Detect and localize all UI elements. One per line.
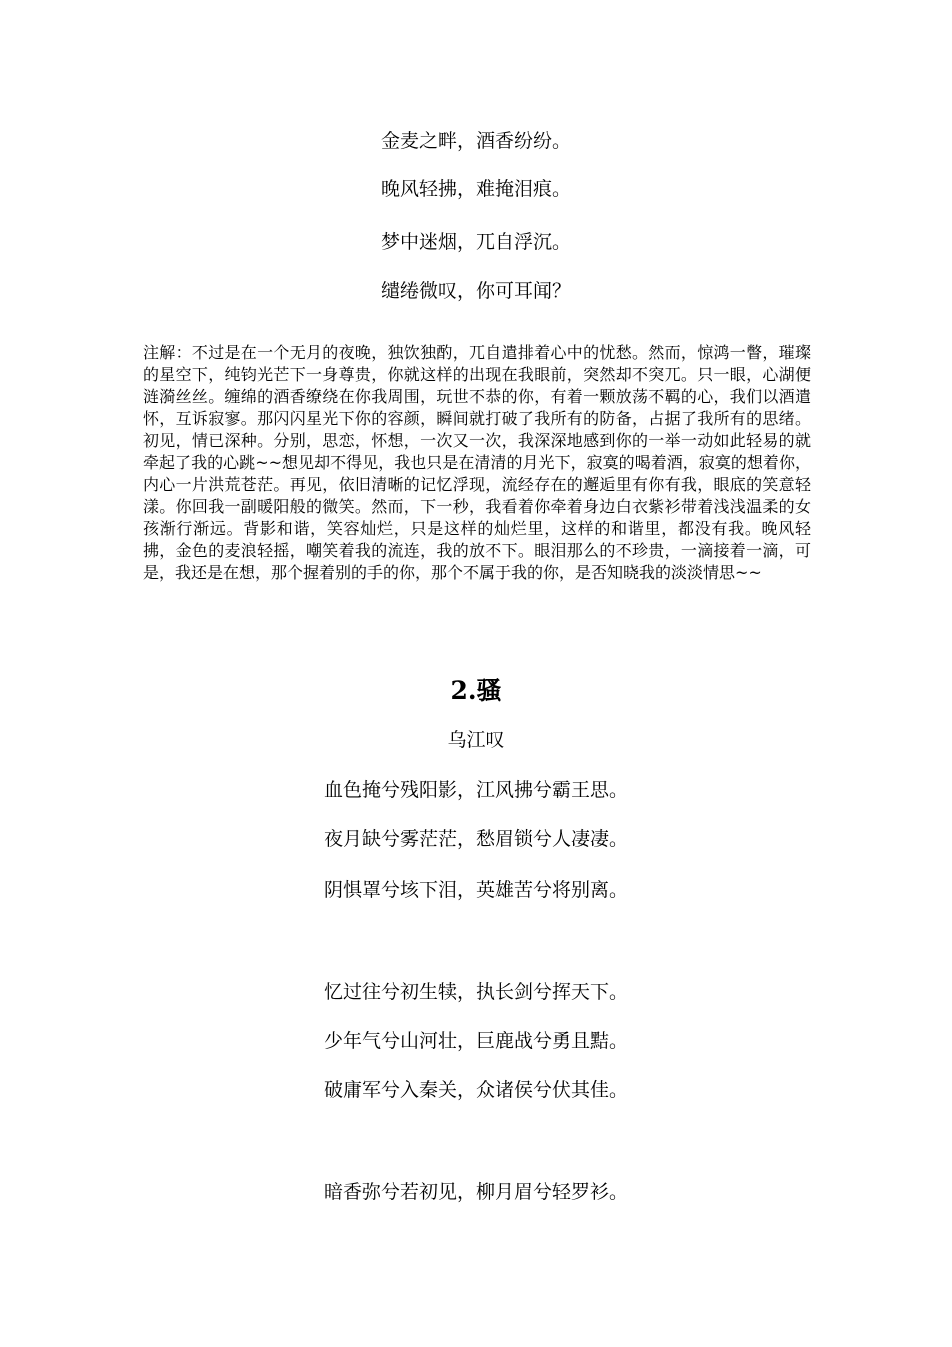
- poem-line: 暗香弥兮若初见，柳月眉兮轻罗衫。: [323, 1181, 628, 1203]
- poem-annotation: 注解：不过是在一个无月的夜晚，独饮独酌，兀自遣排着心中的忧愁。然而，惊鸿一瞥，璀璨的星空下，纯钧光芒下一身尊贵，你就这样的出现在我眼前，突然却不突兀。只一眼，心湖便涟漪丝丝。缠绵的酒香缭绕在你我周围，玩世不恭的你，有着一颗放荡不羁的心，我们以酒遣怀，互诉寂寥。那闪闪星光下你的容颜，瞬间就打破了我所有的防备，占据了我所有的思绪。初见，情已深种。分别，思恋，怀想，一次又一次，我深深地感到你的一举一动如此轻易的就牵起了我的心跳~~想见却不得见，我也只是在清清的月光下，寂寞的喝着酒，寂寞的想着你，内心一片洪荒苍茫。再见，依旧清晰的记忆浮现，流经存在的邂逅里有你有我，眼底的笑意轻漾。你回我一副暖阳般的微笑。然而，下一秒，我看着你牵着身边白衣紫衫带着浅浅温柔的女孩渐行渐远。背影和谐，笑容灿烂，只是这样的灿烂里，这样的和谐里，都没有我。晚风轻拂，金色的麦浪轻摇，嘲笑着我的流连，我的放不下。眼泪那么的不珍贵，一滴接着一滴，可是，我还是在想，那个握着别的手的你，那个不属于我的你，是否知晓我的淡淡情思~~: [143, 343, 811, 582]
- poem-line: 血色掩兮残阳影，江风拂兮霸王思。: [323, 779, 628, 801]
- section-heading: 2.骚: [450, 676, 502, 705]
- poem-line: 梦中迷烟，兀自浮沉。: [380, 231, 571, 253]
- poem-line: 少年气兮山河壮，巨鹿战兮勇且黠。: [323, 1030, 628, 1052]
- poem-line: 忆过往兮初生犊，执长剑兮挥天下。: [323, 981, 628, 1003]
- poem-line: 金麦之畔，酒香纷纷。: [380, 130, 571, 152]
- poem-line: 破庸军兮入秦关，众诸侯兮伏其佳。: [323, 1079, 628, 1101]
- poem-line: 夜月缺兮雾茫茫，愁眉锁兮人凄凄。: [323, 828, 628, 850]
- poem-line: 晚风轻拂，难掩泪痕。: [380, 178, 571, 200]
- poem-title: 乌江叹: [447, 729, 505, 751]
- poem-line: 阴惧罩兮垓下泪，英雄苦兮将别离。: [323, 879, 628, 901]
- poem-line: 缱绻微叹，你可耳闻？: [380, 280, 571, 302]
